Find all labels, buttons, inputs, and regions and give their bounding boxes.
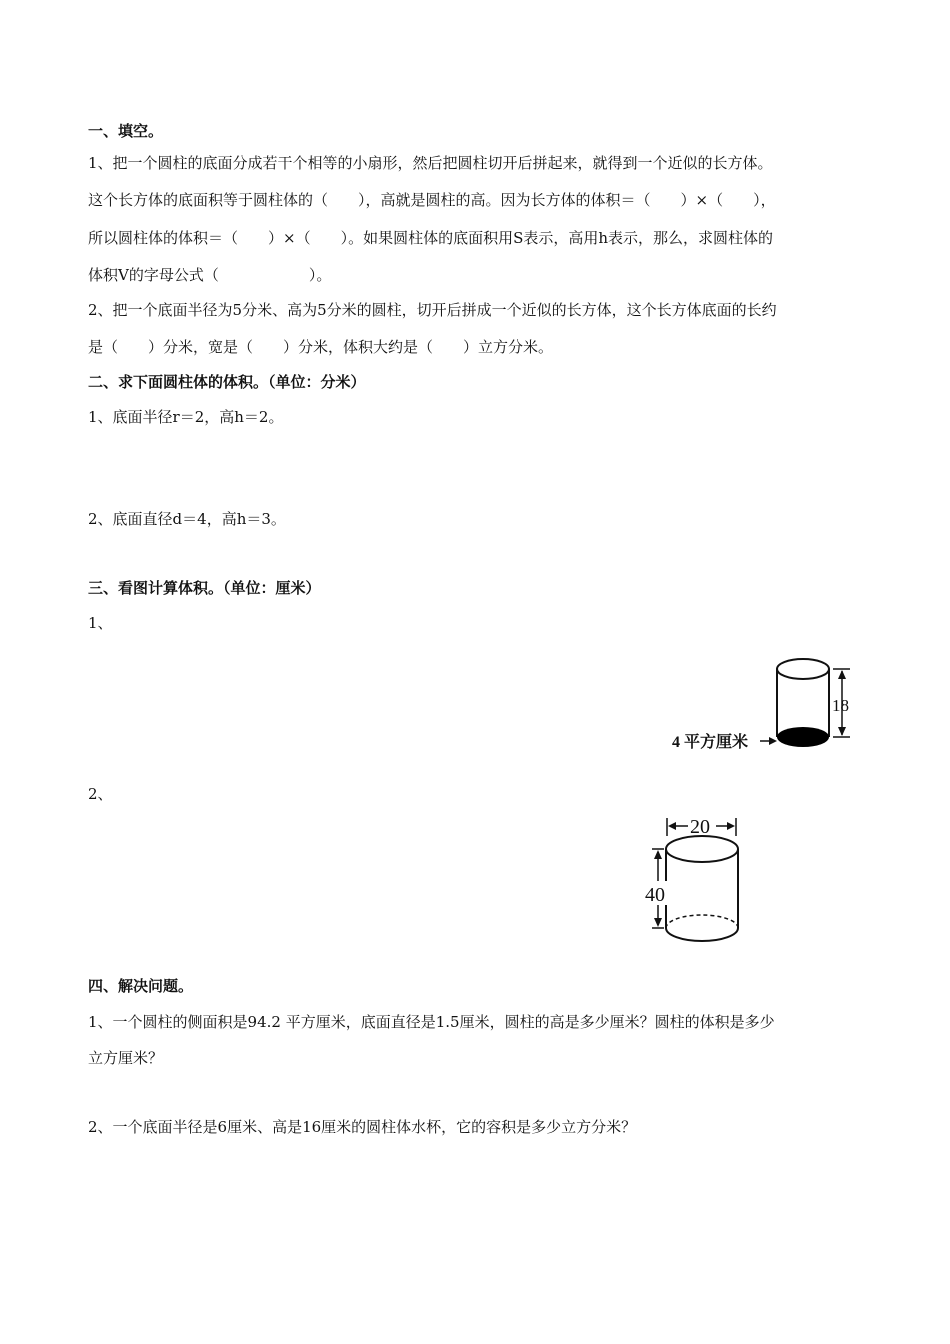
s1-q1-line-2: 这个长方体的底面积等于圆柱体的（ ），高就是圆柱的高。因为长方体的体积＝（ ）×（ ）， xyxy=(88,191,776,209)
height-label-18: 18 xyxy=(832,696,849,715)
s1-q1-line-1: 1、把一个圆柱的底面分成若干个相等的小扇形，然后把圆柱切开后拼起来，就得到一个近似的长方体。 xyxy=(88,154,773,172)
cylinder-base-shaded xyxy=(777,727,829,747)
section-2-heading: 二、求下面圆柱体的体积。（单位：分米） xyxy=(88,373,366,391)
s4-q2: 2、一个底面半径是6厘米、高是16厘米的圆柱体水杯，它的容积是多少立方分米？ xyxy=(88,1118,637,1136)
s3-q1: 1、 xyxy=(88,614,113,632)
s2-q1: 1、底面半径r＝2，高h＝2。 xyxy=(88,408,284,426)
section-3-heading: 三、看图计算体积。（单位：厘米） xyxy=(88,579,321,597)
arrow-right-icon xyxy=(769,737,777,745)
base-area-label: 4 平方厘米 xyxy=(672,734,749,751)
section-4-heading: 四、解决问题。 xyxy=(88,977,194,995)
s1-q2-line-2: 是（ ）分米，宽是（ ）分米，体积大约是（ ）立方分米。 xyxy=(88,338,554,356)
s3-q2: 2、 xyxy=(88,785,113,803)
height-label-40: 40 xyxy=(645,884,665,906)
cylinder-figure-2 xyxy=(640,812,760,947)
s1-q1-line-3: 所以圆柱体的体积＝（ ）×（ ）。如果圆柱体的底面积用S表示，高用h表示，那么，求圆柱体的 xyxy=(88,229,774,247)
cylinder-figure-1 xyxy=(668,652,868,762)
s1-q2-line-1: 2、把一个底面半径为5分米、高为5分米的圆柱，切开后拼成一个近似的长方体，这个长方体底面的长约 xyxy=(88,301,777,319)
s2-q2: 2、底面直径d＝4，高h＝3。 xyxy=(88,510,286,528)
s4-q1-line-2: 立方厘米？ xyxy=(88,1049,164,1067)
s4-q1-line-1: 1、一个圆柱的侧面积是94.2 平方厘米，底面直径是1.5厘米，圆柱的高是多少厘米？圆柱的体积是多少 xyxy=(88,1013,775,1031)
section-1-heading: 一、填空。 xyxy=(88,122,164,140)
diameter-label-20: 20 xyxy=(690,816,710,838)
s1-q1-line-4: 体积V的字母公式（ ）。 xyxy=(88,266,332,284)
